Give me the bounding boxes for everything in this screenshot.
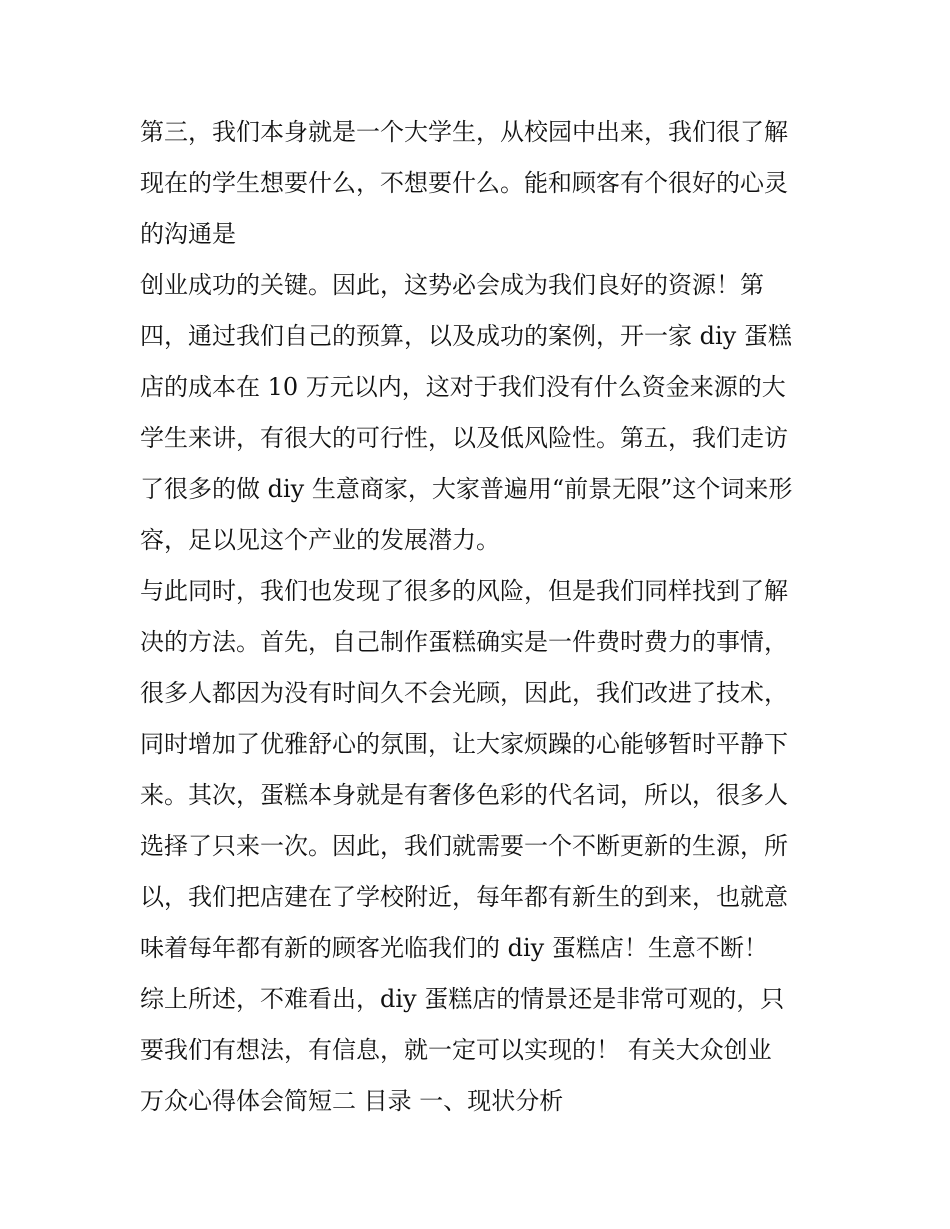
text-line: 决的方法。首先，自己制作蛋糕确实是一件费时费力的事情， bbox=[140, 628, 788, 656]
text-line: 选择了只来一次。因此，我们就需要一个不断更新的生源，所 bbox=[140, 832, 788, 860]
text-line: 综上所述，不难看出，diy 蛋糕店的情景还是非常可观的，只 bbox=[140, 985, 785, 1013]
text-line: 万众心得体会简短二 目录 一、现状分析 bbox=[140, 1087, 564, 1115]
text-line: 现在的学生想要什么，不想要什么。能和顾客有个很好的心灵 bbox=[140, 169, 788, 197]
text-line: 的沟通是 bbox=[140, 220, 236, 248]
text-line: 要我们有想法，有信息，就一定可以实现的！ 有关大众创业 bbox=[140, 1036, 772, 1064]
text-line: 创业成功的关键。因此，这势必会成为我们良好的资源！第 bbox=[140, 271, 764, 299]
text-line: 以，我们把店建在了学校附近，每年都有新生的到来，也就意 bbox=[140, 883, 788, 911]
text-line: 味着每年都有新的顾客光临我们的 diy 蛋糕店！生意不断！ bbox=[140, 934, 768, 962]
text-line: 同时增加了优雅舒心的氛围，让大家烦躁的心能够暂时平静下 bbox=[140, 730, 788, 758]
text-line: 店的成本在 10 万元以内，这对于我们没有什么资金来源的大 bbox=[140, 373, 786, 401]
text-line: 与此同时，我们也发现了很多的风险，但是我们同样找到了解 bbox=[140, 577, 788, 605]
text-line: 了很多的做 diy 生意商家，大家普遍用“前景无限”这个词来形 bbox=[140, 475, 793, 503]
text-line: 四，通过我们自己的预算，以及成功的案例，开一家 diy 蛋糕 bbox=[140, 322, 792, 350]
document-body bbox=[140, 107, 820, 1127]
text-line: 第三，我们本身就是一个大学生，从校园中出来，我们很了解 bbox=[140, 118, 788, 146]
text-line: 很多人都因为没有时间久不会光顾，因此，我们改进了技术， bbox=[140, 679, 788, 707]
text-line: 容，足以见这个产业的发展潜力。 bbox=[140, 526, 500, 554]
text-line: 学生来讲，有很大的可行性，以及低风险性。第五，我们走访 bbox=[140, 424, 788, 452]
text-line: 来。其次，蛋糕本身就是有奢侈色彩的代名词，所以，很多人 bbox=[140, 781, 788, 809]
